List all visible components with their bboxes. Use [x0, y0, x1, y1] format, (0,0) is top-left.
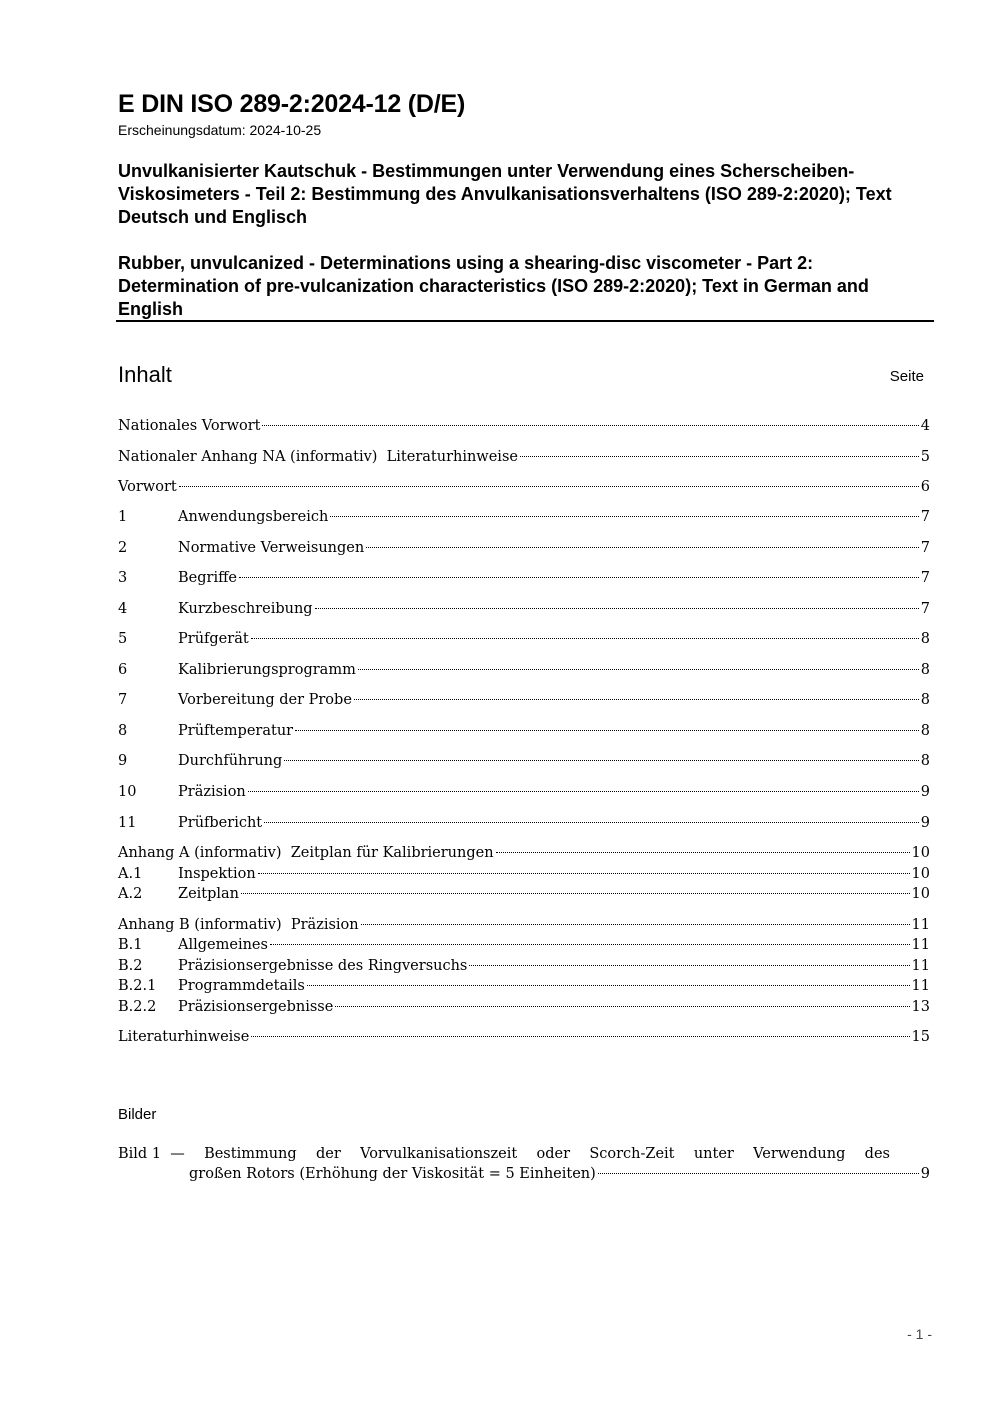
figure-title-word: der	[315, 1146, 341, 1162]
toc-entry-title: Anhang B (informativ) Präzision	[118, 917, 359, 933]
toc-entry-page: 8	[920, 662, 930, 678]
toc-leader-dots	[307, 985, 910, 986]
toc-entry[interactable]	[118, 449, 930, 469]
toc-entry-page: 10	[911, 866, 930, 882]
figure-label: Bild 1 —	[118, 1146, 185, 1162]
toc-entry-number: 6	[118, 662, 128, 678]
figure-title-word: oder	[536, 1146, 571, 1162]
toc-entry-page: 9	[920, 815, 930, 831]
toc-entry-title: Prüfbericht	[178, 815, 263, 831]
toc-entry-number: 1	[118, 509, 128, 525]
toc-entry-page: 13	[911, 999, 930, 1015]
toc-leader-dots	[315, 608, 919, 609]
toc-entry[interactable]	[118, 509, 930, 529]
toc-leader-dots	[251, 1036, 909, 1037]
toc-leader-dots	[354, 699, 919, 700]
toc-entry[interactable]	[118, 866, 930, 886]
toc-entry-number: A.1	[118, 866, 143, 882]
toc-entry-number: B.2	[118, 958, 143, 974]
toc-entry-number: A.2	[118, 886, 143, 902]
toc-entry-title: Nationales Vorwort	[118, 418, 261, 434]
toc-entry-page: 10	[911, 886, 930, 902]
toc-leader-dots	[295, 730, 919, 731]
toc-leader-dots	[241, 893, 910, 894]
figure-title-word: Vorvulkanisationszeit	[360, 1146, 518, 1162]
toc-entry-title: Präzisionsergebnisse	[178, 999, 334, 1015]
toc-heading: Inhalt	[118, 362, 172, 387]
toc-entry-number: B.2.1	[118, 978, 157, 994]
figure-title-word: des	[864, 1146, 890, 1162]
toc-entry-page: 6	[920, 479, 930, 495]
toc-leader-dots	[598, 1173, 919, 1174]
toc-entry[interactable]	[118, 815, 930, 835]
toc-entry-title: Prüfgerät	[178, 631, 249, 647]
toc-leader-dots	[239, 577, 919, 578]
toc-entry[interactable]	[118, 999, 930, 1019]
toc-entry-page: 11	[911, 978, 930, 994]
toc-leader-dots	[361, 924, 910, 925]
toc-leader-dots	[264, 822, 919, 823]
toc-leader-dots	[270, 944, 910, 945]
toc-entry-title: Anwendungsbereich	[178, 509, 329, 525]
toc-entry-title: Inspektion	[178, 866, 256, 882]
toc-entry[interactable]	[118, 570, 930, 590]
toc-entry-number: 3	[118, 570, 128, 586]
title-german: Unvulkanisierter Kautschuk - Bestimmungen unter Verwendung eines Scherscheiben-Viskosimeters - Teil 2: Bestimmung des Anvulkanisationsverhaltens (ISO 289-2:2020); Text Deutsch und Englisch	[118, 161, 892, 227]
toc-entry-number: 10	[118, 784, 137, 800]
figure-entry[interactable]	[118, 1146, 890, 1162]
toc-leader-dots	[330, 516, 918, 517]
toc-entry-page: 7	[920, 570, 930, 586]
figure-entry-continued[interactable]	[189, 1166, 930, 1182]
toc-entry-title: Prüftemperatur	[178, 723, 294, 739]
toc-entry-page: 8	[920, 692, 930, 708]
toc-leader-dots	[366, 547, 919, 548]
toc-entry-page: 7	[920, 540, 930, 556]
toc-entry-page: 7	[920, 601, 930, 617]
toc-leader-dots	[284, 760, 918, 761]
toc-entry-page: 10	[911, 845, 930, 861]
toc-entry-number: 11	[118, 815, 137, 831]
toc-entry[interactable]	[118, 886, 930, 906]
toc-entry[interactable]	[118, 418, 930, 438]
publication-date: Erscheinungsdatum: 2024-10-25	[118, 122, 322, 138]
figure-title-line2: großen Rotors (Erhöhung der Viskosität = 5 Einheiten)	[189, 1166, 596, 1182]
toc-entry[interactable]	[118, 601, 930, 621]
toc-entry-page: 9	[920, 784, 930, 800]
toc-leader-dots	[496, 852, 910, 853]
toc-entry[interactable]	[118, 978, 930, 998]
figure-title-word: Scorch-Zeit	[589, 1146, 675, 1162]
document-id: E DIN ISO 289-2:2024-12 (D/E)	[118, 90, 466, 118]
toc-entry-page: 11	[911, 958, 930, 974]
toc-entry[interactable]	[118, 784, 930, 804]
toc-entry-title: Anhang A (informativ) Zeitplan für Kalibrierungen	[118, 845, 494, 861]
toc-entry-number: 9	[118, 753, 128, 769]
figure-page: 9	[920, 1166, 930, 1182]
toc-entry-title: Allgemeines	[178, 937, 268, 953]
toc-entry-title: Begriffe	[178, 570, 237, 586]
toc-entry-number: 2	[118, 540, 128, 556]
title-english: Rubber, unvulcanized - Determinations using a shearing-disc viscometer - Part 2: Determination of pre-vulcanization characteristics (ISO 289-2:2020); Text in German and English	[118, 253, 869, 319]
toc-entry-number: 4	[118, 601, 128, 617]
toc-entry-title: Präzision	[178, 784, 246, 800]
toc-entry-title: Kurzbeschreibung	[178, 601, 313, 617]
toc-entry[interactable]	[118, 540, 930, 560]
toc-entry-page: 8	[920, 723, 930, 739]
figure-title-word: Bestimmung	[204, 1146, 297, 1162]
toc-leader-dots	[520, 456, 919, 457]
toc-entry-title: Programmdetails	[178, 978, 305, 994]
toc-entry-title: Nationaler Anhang NA (informativ) Literaturhinweise	[118, 449, 518, 465]
toc-entry-page: 11	[911, 937, 930, 953]
toc-entry-page: 5	[920, 449, 930, 465]
toc-entry-title: Vorbereitung der Probe	[178, 692, 352, 708]
toc-entry-number: B.2.2	[118, 999, 157, 1015]
toc-entry[interactable]	[118, 845, 930, 865]
toc-entry-title: Kalibrierungsprogramm	[178, 662, 356, 678]
toc-leader-dots	[248, 791, 919, 792]
toc-entry-number: 7	[118, 692, 128, 708]
toc-entry-page: 15	[911, 1029, 930, 1045]
toc-leader-dots	[251, 638, 919, 639]
toc-entry-title: Vorwort	[118, 479, 177, 495]
title-divider	[116, 320, 934, 322]
toc-entry-number: 5	[118, 631, 128, 647]
figure-title-word: Verwendung	[753, 1146, 846, 1162]
toc-entry[interactable]	[118, 917, 930, 937]
toc-leader-dots	[469, 965, 909, 966]
toc-leader-dots	[179, 486, 919, 487]
page-number: - 1 -	[907, 1326, 932, 1342]
toc-entry-page: 8	[920, 631, 930, 647]
toc-entry-number: B.1	[118, 937, 143, 953]
toc-entry-page: 4	[920, 418, 930, 434]
figures-heading: Bilder	[118, 1106, 157, 1123]
toc-leader-dots	[258, 873, 910, 874]
toc-entry[interactable]	[118, 662, 930, 682]
toc-entry[interactable]	[118, 958, 930, 978]
toc-entry[interactable]	[118, 937, 930, 957]
toc-entry[interactable]	[118, 753, 930, 773]
toc-entry-page: 8	[920, 753, 930, 769]
toc-entry-title: Literaturhinweise	[118, 1029, 250, 1045]
toc-entry-title: Normative Verweisungen	[178, 540, 365, 556]
toc-entry[interactable]	[118, 631, 930, 651]
toc-leader-dots	[358, 669, 919, 670]
toc-entry-number: 8	[118, 723, 128, 739]
toc-page-label: Seite	[889, 368, 924, 385]
toc-entry[interactable]	[118, 1029, 930, 1049]
toc-leader-dots	[335, 1006, 909, 1007]
figure-title-word: unter	[693, 1146, 734, 1162]
toc-entry[interactable]	[118, 479, 930, 499]
toc-entry-title: Präzisionsergebnisse des Ringversuchs	[178, 958, 468, 974]
toc-entry-page: 7	[920, 509, 930, 525]
toc-entry-page: 11	[911, 917, 930, 933]
toc-entry-title: Zeitplan	[178, 886, 240, 902]
toc-entry-title: Durchführung	[178, 753, 283, 769]
toc-entry[interactable]	[118, 692, 930, 712]
toc-leader-dots	[262, 425, 918, 426]
toc-entry[interactable]	[118, 723, 930, 743]
